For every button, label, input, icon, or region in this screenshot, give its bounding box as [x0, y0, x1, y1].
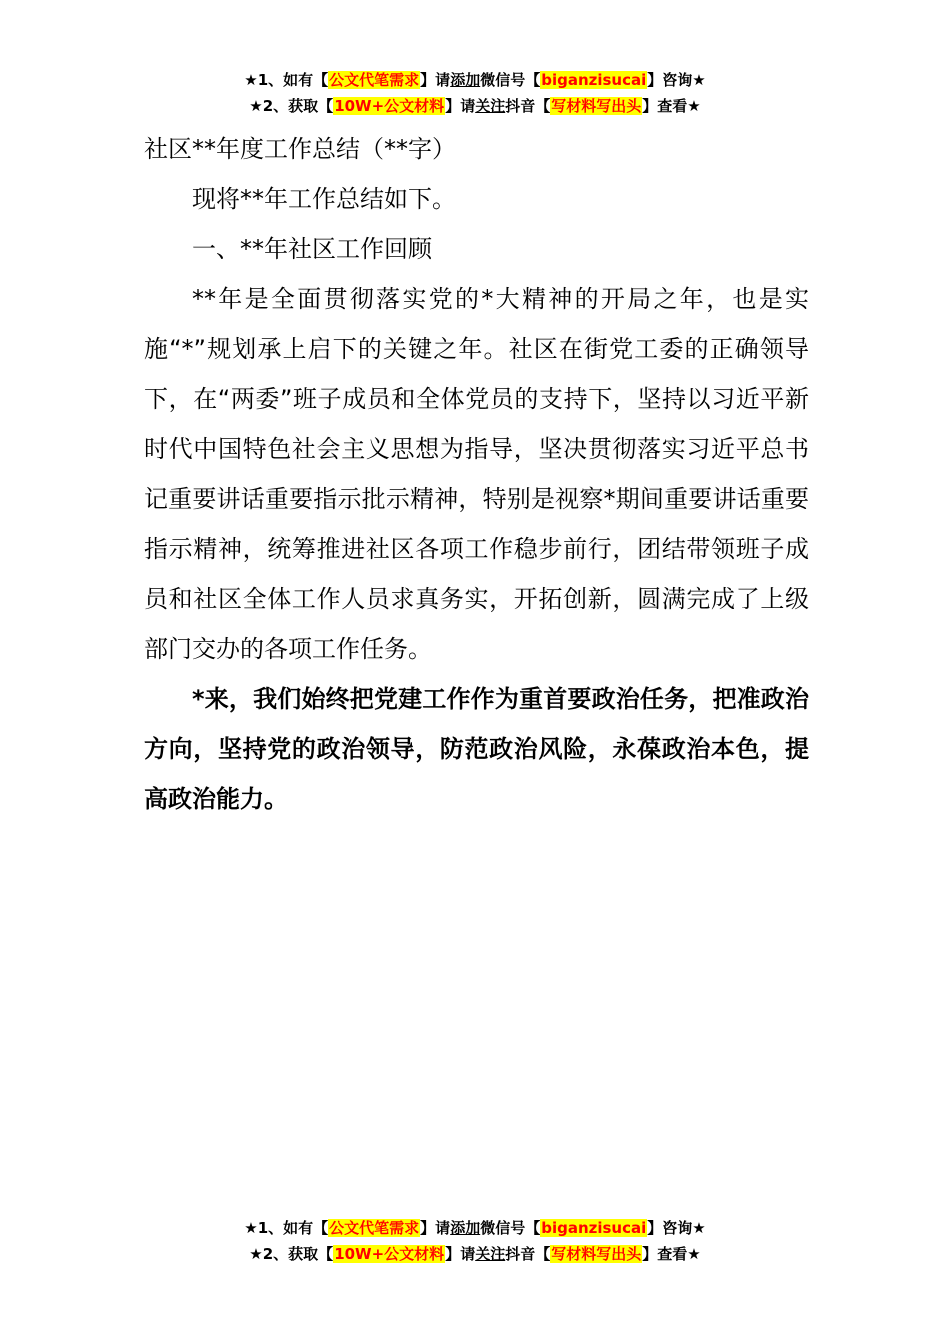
section-heading: 一、**年社区工作回顾: [192, 235, 432, 263]
banner-wechat-id: biganzisucai: [541, 1219, 647, 1237]
banner-text: 】查看★: [642, 1245, 701, 1263]
banner-wechat-id: biganzisucai: [541, 71, 647, 89]
banner-text: ★1、如有【: [244, 1219, 329, 1237]
banner-text: 】查看★: [642, 97, 701, 115]
banner-line-2: [0, 93, 950, 119]
banner-highlight: 公文代笔需求: [329, 71, 420, 89]
banner-text: 】请: [420, 71, 451, 89]
banner-text: ★2、获取【: [249, 1245, 334, 1263]
banner-text: ★2、获取【: [249, 97, 334, 115]
bold-paragraph: *来，我们始终把党建工作作为重首要政治任务，把准政治方向，坚持党的政治领导，防范政治风险，永葆政治本色，提高政治能力。: [144, 685, 809, 813]
banner-douyin-id: 写材料写出头: [551, 1245, 642, 1263]
banner-underlined: 添加: [450, 1219, 481, 1237]
banner-text: 微信号【: [480, 1219, 541, 1237]
banner-highlight: 10W+公文材料: [334, 1245, 445, 1263]
banner-text: 】请: [420, 1219, 451, 1237]
banner-douyin-id: 写材料写出头: [551, 97, 642, 115]
footer-banner: [0, 1215, 950, 1267]
banner-text: 】请: [445, 97, 476, 115]
banner-text: 】咨询★: [647, 1219, 706, 1237]
banner-highlight: 公文代笔需求: [329, 1219, 420, 1237]
banner-text: 抖音【: [505, 97, 551, 115]
banner-highlight: 10W+公文材料: [334, 97, 445, 115]
document-title: 社区**年度工作总结（**字）: [144, 135, 456, 163]
banner-text: 】咨询★: [647, 71, 706, 89]
banner-text: 微信号【: [480, 71, 541, 89]
intro-paragraph: 现将**年工作总结如下。: [192, 185, 456, 213]
header-banner: [0, 67, 950, 119]
banner-underlined: 关注: [475, 97, 506, 115]
body-paragraph: **年是全面贯彻落实党的*大精神的开局之年，也是实施“*”规划承上启下的关键之年。社区在街党工委的正确领导下，在“两委”班子成员和全体党员的支持下，坚持以习近平新时代中国特色社会主义思想为指导，坚决贯彻落实习近平总书记重要讲话重要指示批示精神，特别是视察*期间重要讲话重要指示精神，统筹推进社区各项工作稳步前行，团结带领班子成员和社区全体工作人员求真务实，开拓创新，圆满完成了上级部门交办的各项工作任务。: [144, 285, 809, 663]
banner-underlined: 添加: [450, 71, 481, 89]
banner-text: 】请: [445, 1245, 476, 1263]
banner-line-1: [0, 1215, 950, 1241]
banner-line-1: [0, 67, 950, 93]
document-body: [144, 124, 809, 824]
banner-text: ★1、如有【: [244, 71, 329, 89]
banner-line-2: [0, 1241, 950, 1267]
banner-underlined: 关注: [475, 1245, 506, 1263]
banner-text: 抖音【: [505, 1245, 551, 1263]
